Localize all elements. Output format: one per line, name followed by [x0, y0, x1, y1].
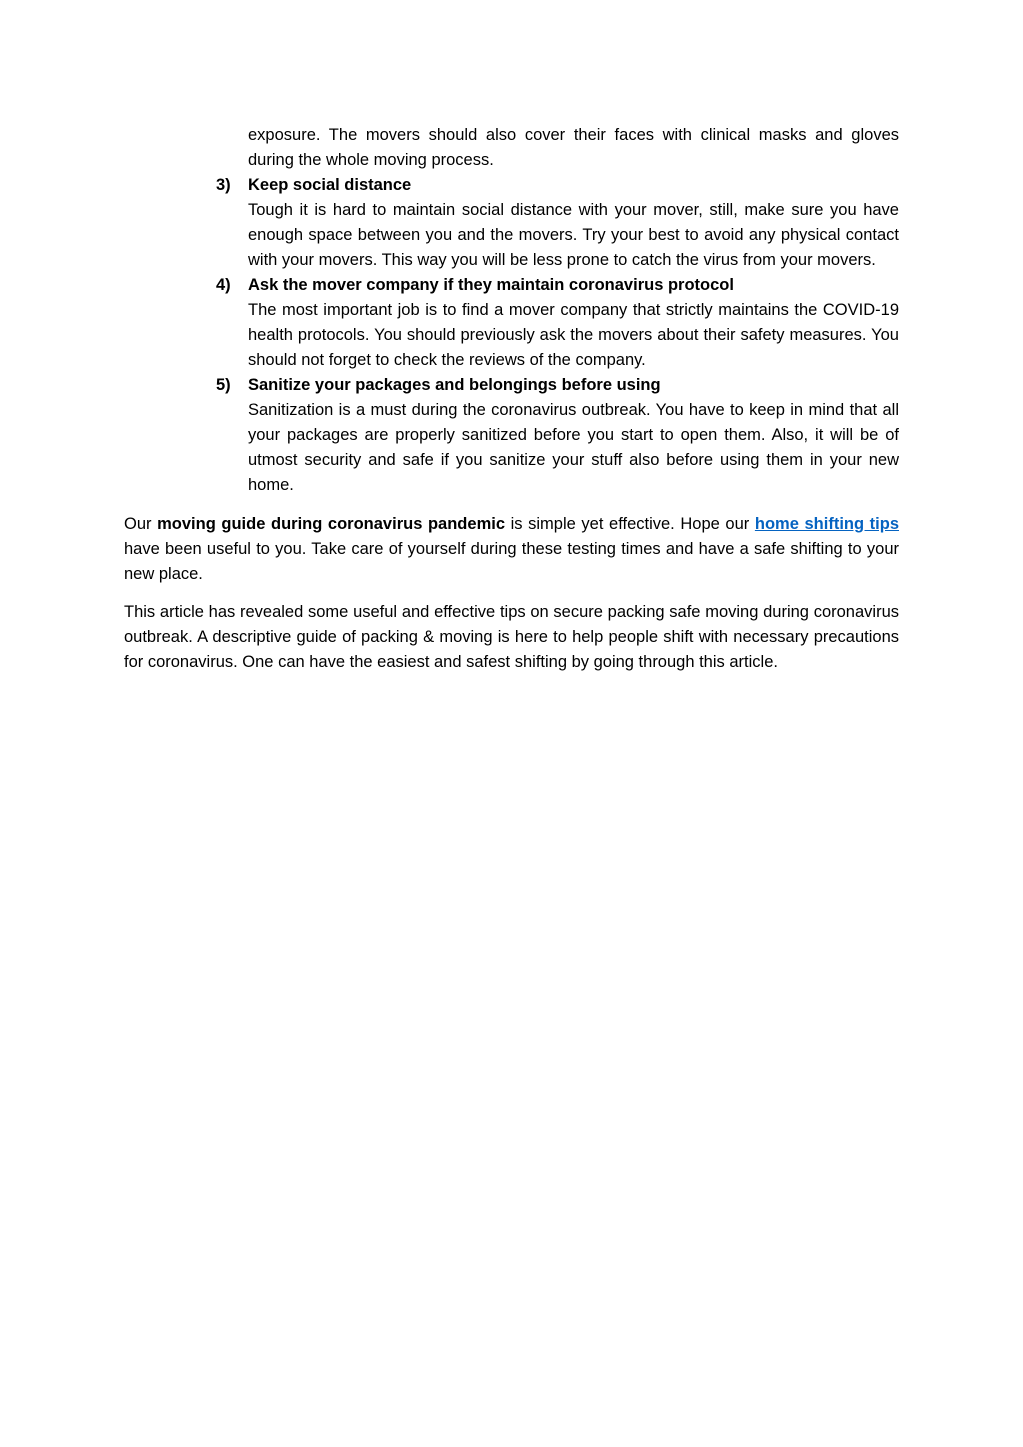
- list-item-body: The most important job is to find a mover company that strictly maintains the COVID-19 health protocols. You should previously ask the movers about their safety measures. You should not forget to check the reviews of the company.: [248, 301, 899, 369]
- conclusion-suffix: have been useful to you. Take care of yourself during these testing times and have a safe shifting to your new place.: [124, 540, 899, 583]
- list-item-body: Tough it is hard to maintain social distance with your mover, still, make sure you have enough space between you and the movers. Try your best to avoid any physical contact with your movers. This way you will be less prone to catch the virus from your movers.: [248, 201, 899, 269]
- conclusion-middle: is simple yet effective. Hope our: [505, 515, 755, 533]
- document-body: [124, 123, 899, 675]
- list-item-number: 4): [216, 276, 231, 294]
- list-item-number: 3): [216, 176, 231, 194]
- list-item-body: Sanitization is a must during the coronavirus outbreak. You have to keep in mind that all your packages are properly sanitized before you start to open them. Also, it will be of utmost security and safe if you sanitize your stuff also before using them in your new home.: [248, 401, 899, 494]
- home-shifting-tips-link[interactable]: home shifting tips: [754, 515, 899, 533]
- list-item-number: 5): [216, 376, 231, 394]
- list-item-heading: Ask the mover company if they maintain coronavirus protocol: [248, 276, 734, 294]
- list-item: [216, 273, 899, 373]
- conclusion-paragraph: [124, 512, 899, 587]
- conclusion-prefix: Our: [124, 515, 158, 533]
- list-item: [216, 373, 899, 498]
- summary-paragraph: This article has revealed some useful and effective tips on secure packing safe moving during coronavirus outbreak. A descriptive guide of packing & moving is here to help people shift with necessary precautions for coronavirus. One can have the easiest and safest shifting by going through this article.: [124, 603, 899, 671]
- list-item: [216, 173, 899, 273]
- conclusion-bold-phrase: moving guide during coronavirus pandemic: [157, 515, 505, 533]
- continued-paragraph: exposure. The movers should also cover their faces with clinical masks and gloves during the whole moving process.: [248, 126, 899, 169]
- list-item-heading: Sanitize your packages and belongings before using: [248, 376, 661, 394]
- list-item-heading: Keep social distance: [248, 176, 412, 194]
- numbered-list: [124, 173, 899, 498]
